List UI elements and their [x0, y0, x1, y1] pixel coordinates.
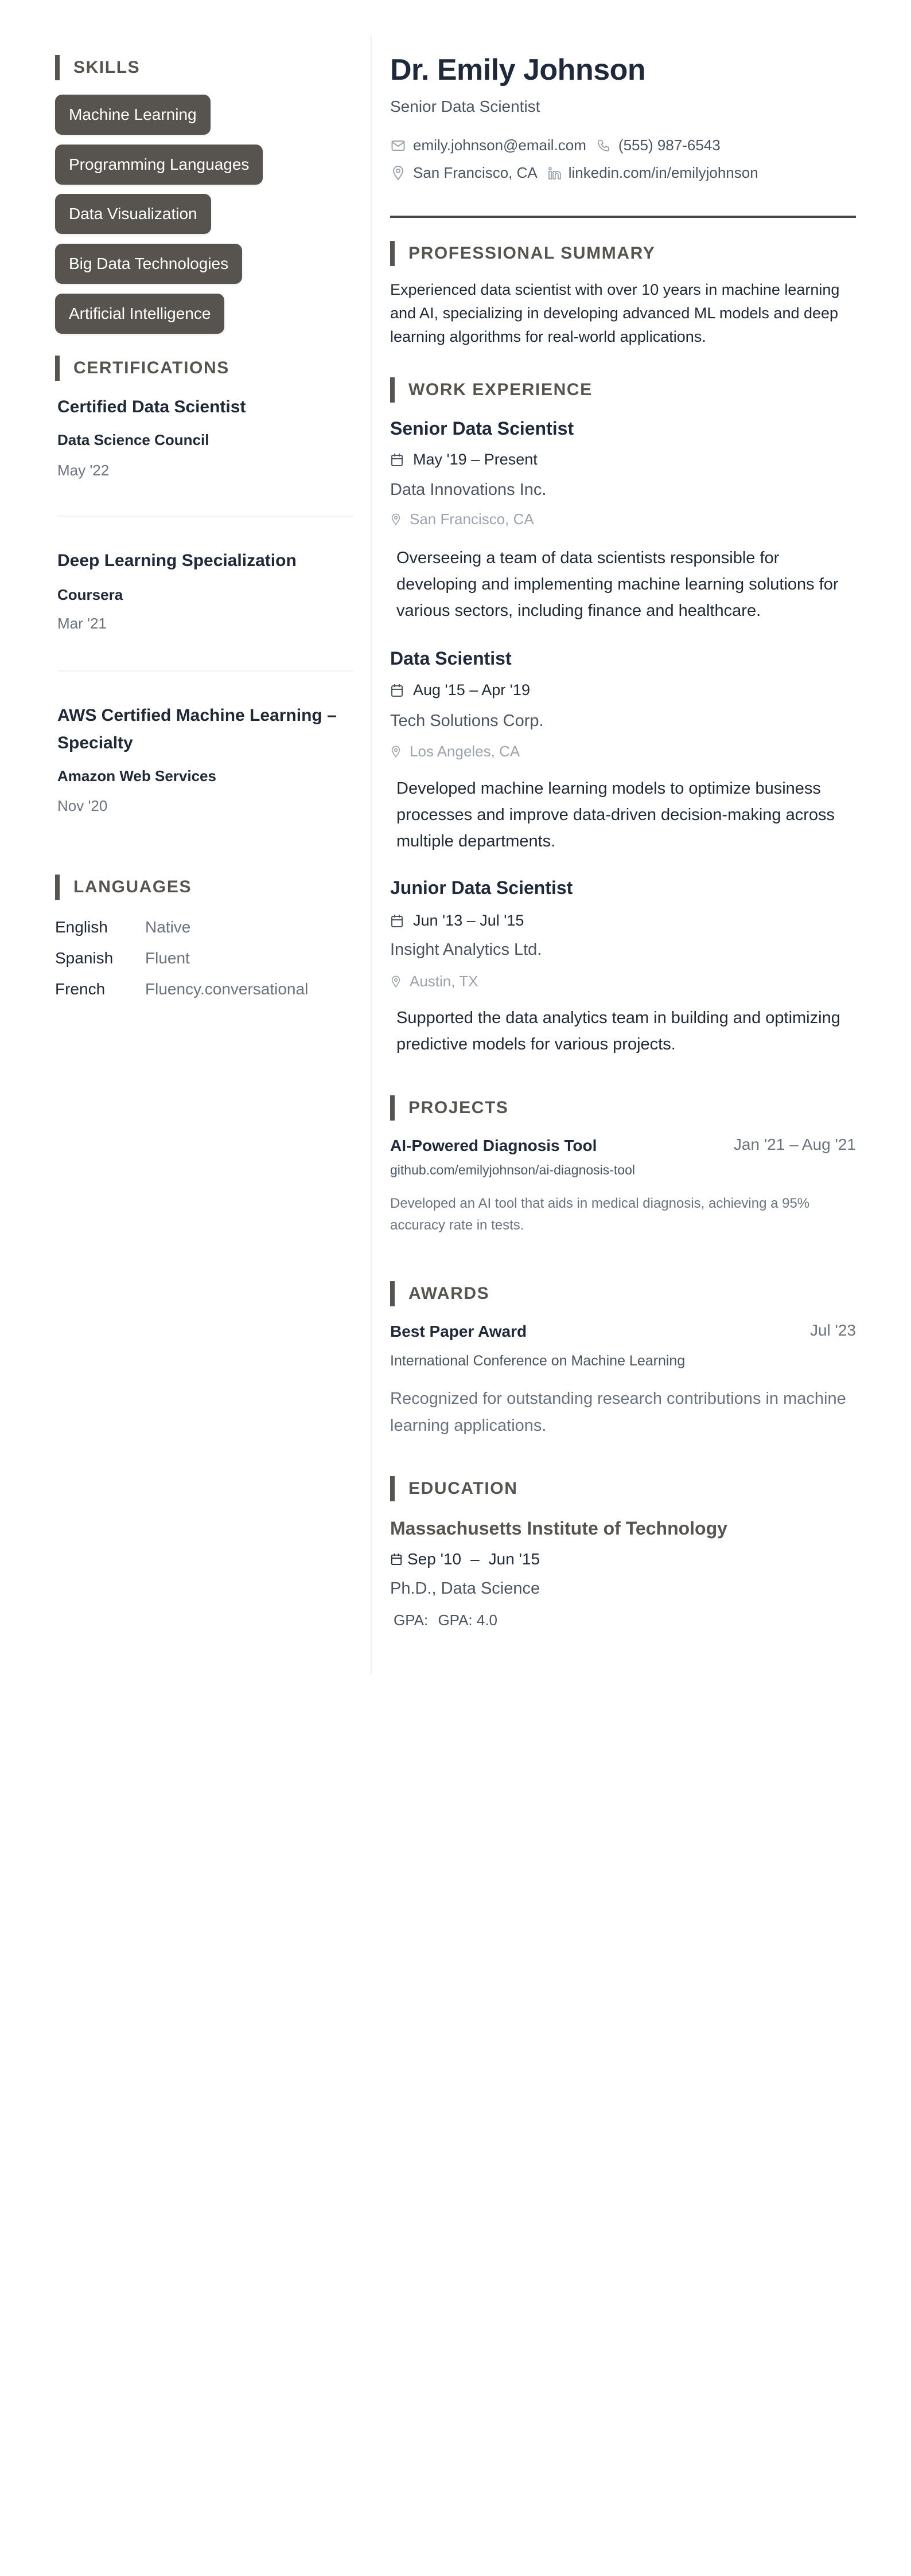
job-dates [390, 681, 530, 699]
job-dates [390, 912, 524, 930]
job-date-range: May '19 – Present [413, 451, 538, 468]
language-name: Spanish [55, 949, 114, 967]
project-link[interactable]: github.com/emilyjohnson/ai-diagnosis-tool [390, 1162, 636, 1177]
skill-chip: Data Visualization [55, 194, 211, 234]
language-name: French [55, 980, 106, 998]
education-heading: EDUCATION [408, 1479, 518, 1498]
summary-text: Experienced data scientist with over 10 years in machine learning and AI, specializing in developing advanced ML models and deep learning algorithms for real-world applications. [390, 281, 840, 345]
award-title: Best Paper Award [390, 1322, 527, 1340]
job-date-range: Jun '13 – Jul '15 [413, 912, 524, 929]
education-start: Sep '10 [407, 1550, 462, 1568]
education-gpa [394, 1611, 497, 1629]
education-school: Massachusetts Institute of Technology [390, 1518, 727, 1539]
certifications-heading: CERTIFICATIONS [73, 358, 229, 377]
experience-heading: WORK EXPERIENCE [408, 380, 593, 399]
map-pin-icon [390, 975, 402, 988]
language-level: Fluent [145, 949, 190, 967]
education-end: Jun '15 [488, 1550, 540, 1568]
certification-title: Deep Learning Specialization [57, 551, 297, 570]
linkedin-link[interactable]: linkedin.com/in/emilyjohnson [568, 164, 758, 181]
job-dates [390, 451, 538, 469]
language-level: Fluency.conversational [145, 980, 309, 998]
project-description: Developed an AI tool that aids in medical diagnosis, achieving a 95% accuracy rate in tests. [390, 1196, 810, 1233]
certification-date: Nov '20 [57, 797, 108, 814]
heading-accent-bar [390, 1281, 395, 1306]
project-title: AI-Powered Diagnosis Tool [390, 1137, 597, 1154]
map-pin-icon [390, 513, 402, 526]
job-location [390, 743, 520, 760]
education-dates [390, 1550, 540, 1568]
heading-accent-bar [390, 377, 395, 403]
skill-chip: Artificial Intelligence [55, 294, 224, 334]
certification-issuer: Amazon Web Services [57, 767, 216, 784]
certification-issuer: Data Science Council [57, 431, 209, 448]
project-dates: Jan '21 – Aug '21 [733, 1135, 856, 1153]
award-description: Recognized for outstanding research contributions in machine learning applications. [390, 1390, 846, 1435]
certification-title: AWS Certified Machine Learning – Specialty [57, 706, 337, 752]
gpa-value: GPA: 4.0 [438, 1611, 498, 1629]
projects-heading: PROJECTS [408, 1098, 509, 1117]
education-degree: Ph.D., Data Science [390, 1579, 540, 1598]
heading-accent-bar [55, 55, 60, 80]
candidate-name: Dr. Emily Johnson [390, 53, 646, 87]
job-description: Supported the data analytics team in building and optimizing predictive models for various projects. [396, 1009, 840, 1053]
certification-date: May '22 [57, 462, 110, 479]
calendar-icon [390, 1553, 403, 1566]
skill-chip: Programming Languages [55, 145, 263, 185]
job-company: Data Innovations Inc. [390, 481, 547, 499]
location-text: San Francisco, CA [413, 164, 538, 181]
award-date: Jul '23 [809, 1321, 856, 1339]
skill-chip: Big Data Technologies [55, 244, 242, 284]
mail-icon [390, 140, 406, 151]
certification-title: Certified Data Scientist [57, 397, 246, 416]
heading-accent-bar [390, 1095, 395, 1121]
job-company: Insight Analytics Ltd. [390, 940, 542, 959]
job-location [390, 510, 534, 528]
map-pin-icon [390, 746, 402, 758]
language-name: English [55, 918, 108, 936]
heading-accent-bar [390, 1476, 395, 1501]
heading-accent-bar [55, 875, 60, 900]
job-description: Overseeing a team of data scientists responsible for developing and implementing machine learning solutions for various sectors, including finance and healthcare. [396, 549, 839, 620]
job-title: Senior Data Scientist [390, 418, 574, 439]
languages-heading: LANGUAGES [73, 877, 192, 896]
job-date-range: Aug '15 – Apr '19 [413, 681, 530, 698]
phone-icon [595, 139, 612, 153]
job-description: Developed machine learning models to optimize business processes and improve data-driven decision-making across multiple departments. [396, 779, 835, 850]
certification-issuer: Coursera [57, 586, 123, 603]
awards-heading: AWARDS [408, 1284, 490, 1303]
award-organization: International Conference on Machine Learning [390, 1353, 686, 1369]
date-separator: – [470, 1550, 480, 1568]
job-location-text: San Francisco, CA [410, 510, 534, 528]
summary-heading: PROFESSIONAL SUMMARY [408, 244, 656, 263]
gpa-label: GPA: [394, 1611, 429, 1629]
column-divider [371, 36, 372, 1675]
calendar-icon [390, 453, 404, 467]
certification-divider [57, 516, 353, 517]
contact-row [390, 136, 721, 154]
skill-chip: Machine Learning [55, 95, 211, 135]
job-title: Data Scientist [390, 648, 512, 669]
map-pin-icon [390, 166, 406, 181]
skills-heading: SKILLS [73, 58, 141, 77]
job-location [390, 973, 478, 990]
calendar-icon [390, 914, 404, 928]
linkedin-icon [547, 166, 563, 180]
contact-row [390, 164, 758, 182]
phone-number[interactable]: (555) 987-6543 [618, 136, 721, 154]
email-link[interactable]: emily.johnson@email.com [413, 136, 586, 154]
certification-date: Mar '21 [57, 615, 107, 632]
language-level: Native [145, 918, 191, 936]
job-title: Junior Data Scientist [390, 877, 573, 898]
certification-divider [57, 670, 353, 672]
heading-accent-bar [55, 356, 60, 381]
header-divider [390, 216, 856, 218]
job-company: Tech Solutions Corp. [390, 712, 544, 730]
candidate-title: Senior Data Scientist [390, 97, 540, 115]
heading-accent-bar [390, 241, 395, 266]
job-location-text: Austin, TX [410, 973, 478, 990]
calendar-icon [390, 684, 404, 697]
job-location-text: Los Angeles, CA [410, 743, 520, 760]
